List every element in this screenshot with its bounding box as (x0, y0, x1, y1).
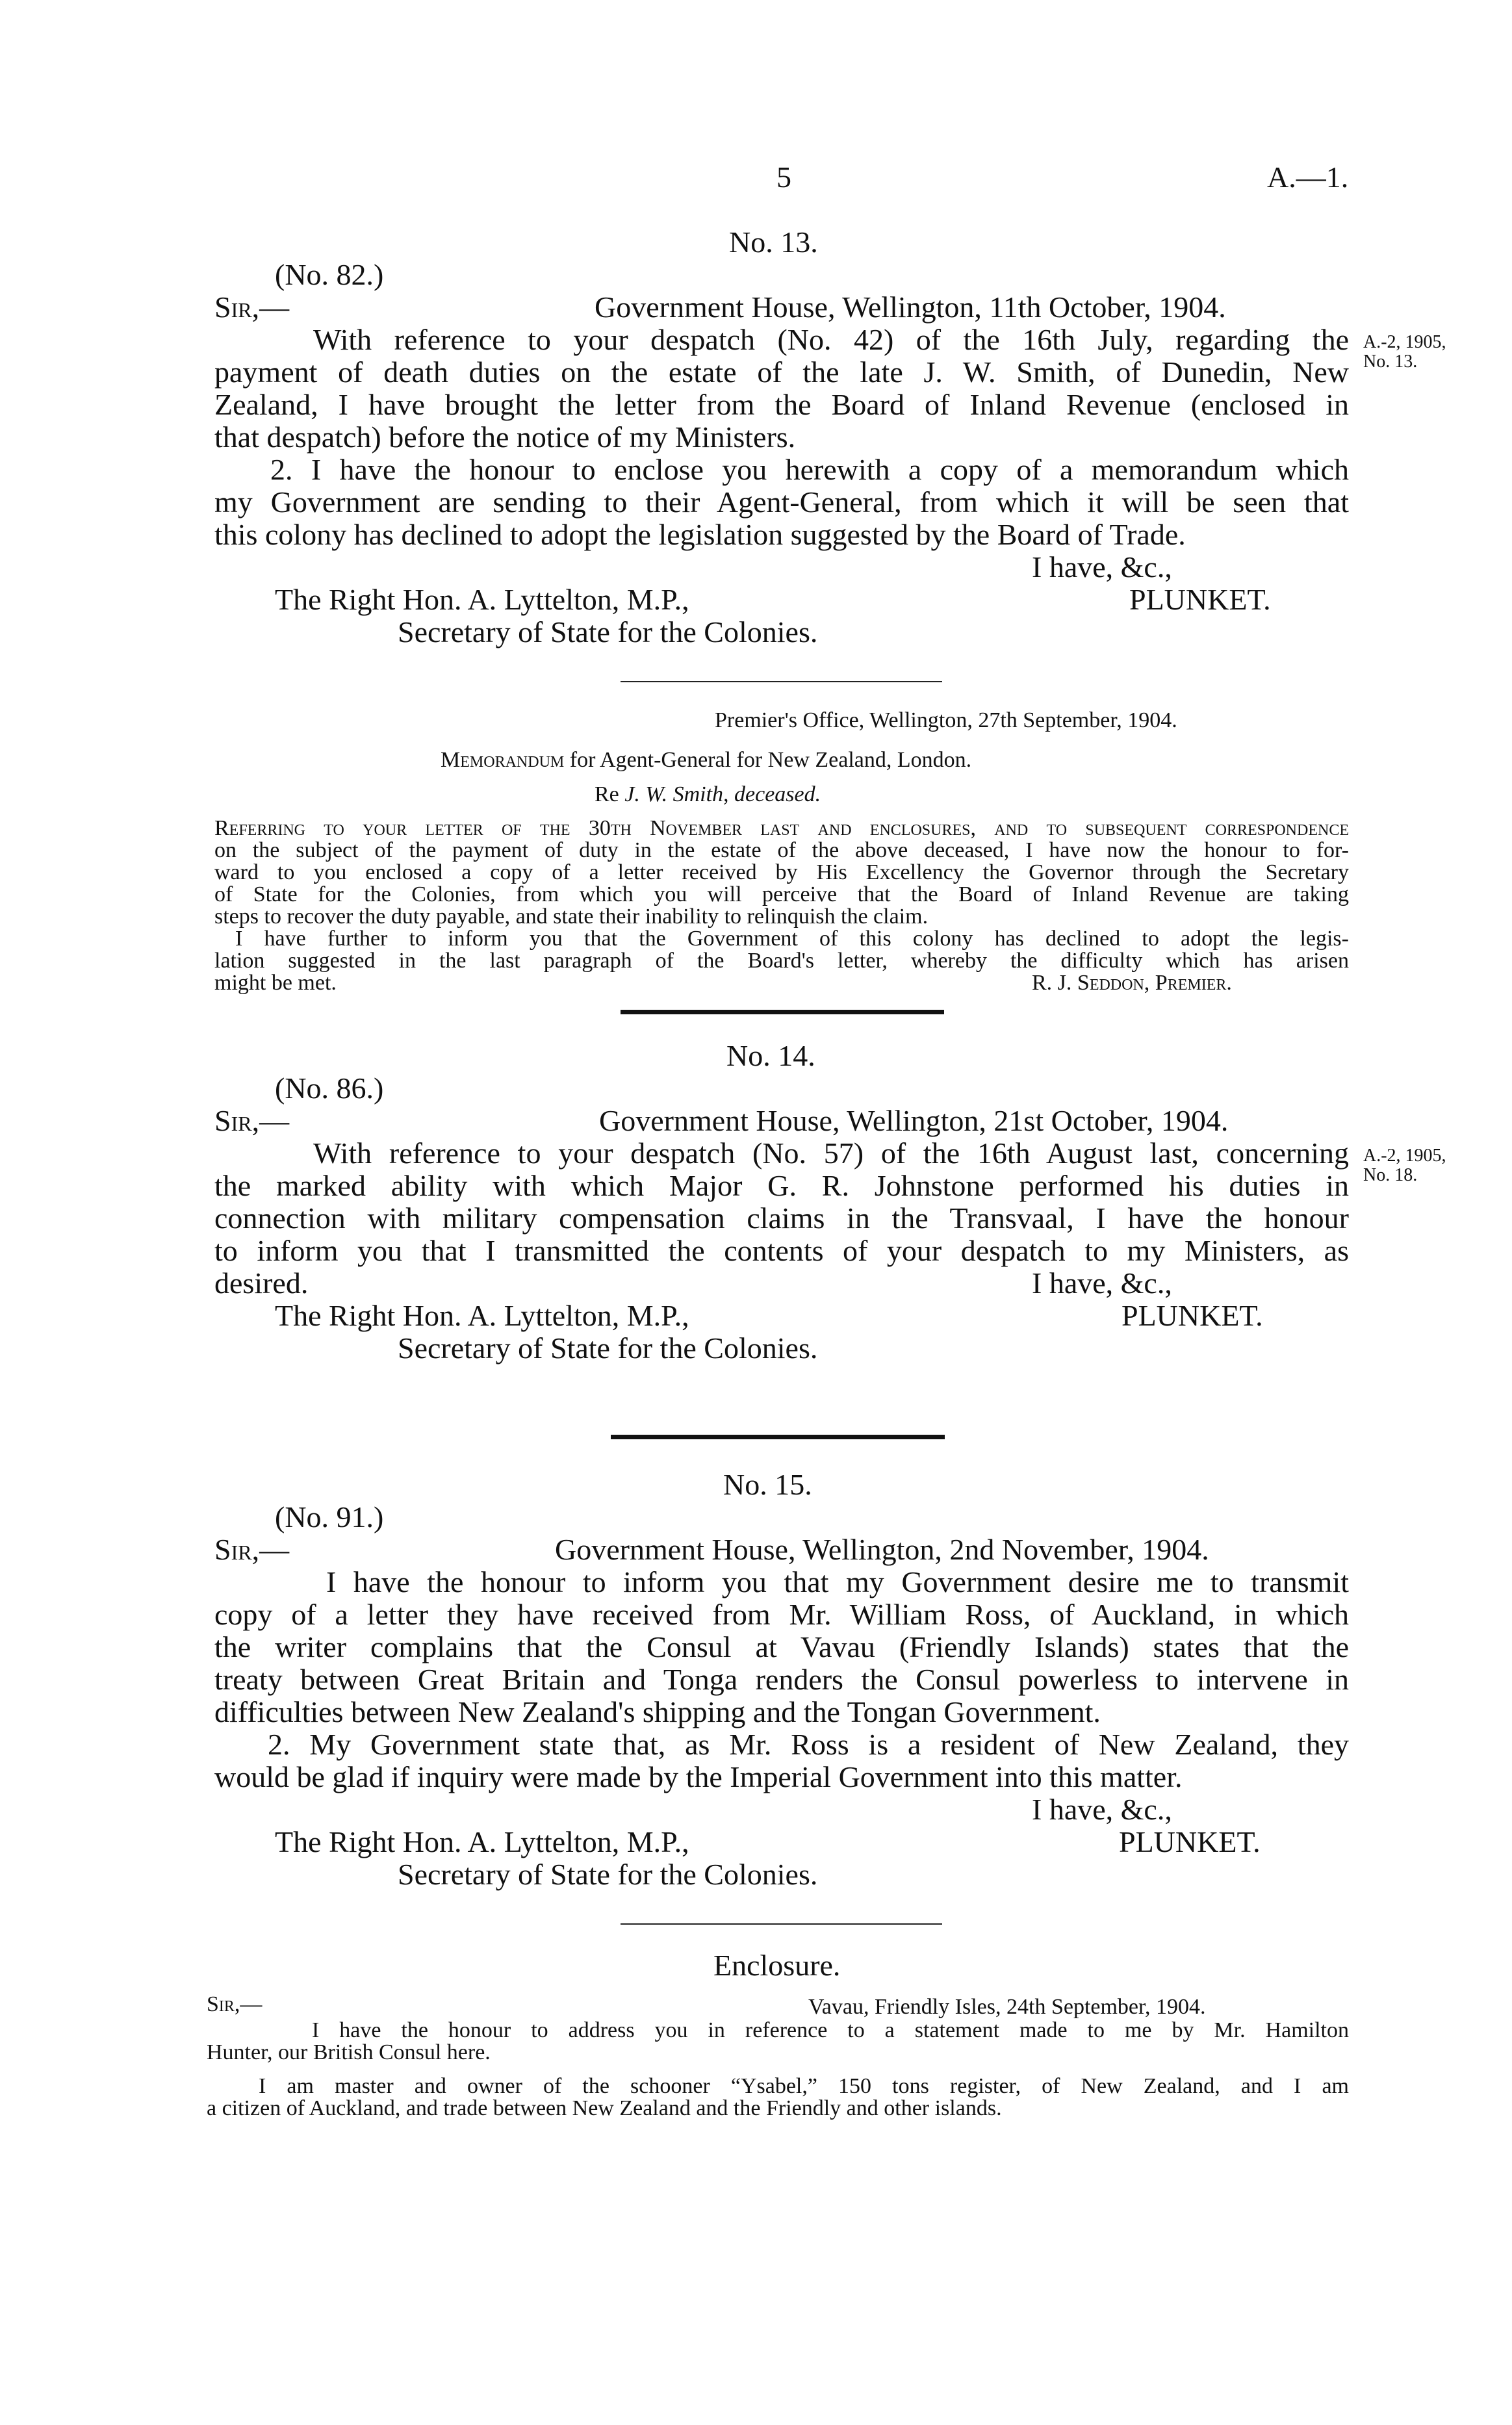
text-line: 2. My Government state that, as Mr. Ross is a resident of New Zealand, they (268, 1728, 1349, 1761)
enclosure-heading: Enclosure. (713, 1949, 841, 1982)
text-line: lation suggested in the last paragraph of the Board's letter, whereby the difficulty which has arisen (214, 949, 1349, 973)
text-line: payment of death duties on the estate of the late J. W. Smith, of Dunedin, New (214, 355, 1349, 389)
enclosure-paragraph-2 (207, 2075, 1349, 2120)
memo-paragraph-1 (214, 817, 1349, 928)
salutation-no14: Sir,— (214, 1104, 290, 1137)
margin-reference-no14 (1363, 1146, 1446, 1185)
text-line: Hunter, our British Consul here. (207, 2040, 491, 2064)
text-line: connection with military compensation claims in the Transvaal, I have the honour (214, 1201, 1349, 1235)
addressee-no14: The Right Hon. A. Lyttelton, M.P., (275, 1299, 689, 1332)
closing-no13: I have, &c., (1032, 550, 1172, 584)
text-line: on the subject of the payment of duty in the estate of the above deceased, I have now the honour to for- (214, 838, 1349, 862)
despatch-number-no14: (No. 86.) (275, 1071, 384, 1105)
text-line: treaty between Great Britain and Tonga renders the Consul powerless to intervene in (214, 1663, 1349, 1696)
memo-paragraph-2 (214, 928, 1349, 972)
text-line: I have the honour to address you in reference to a statement made to me by Mr. Hamilton (312, 2018, 1349, 2042)
text-line: I have further to inform you that the Government of this colony has declined to adopt the legis- (235, 927, 1349, 951)
text-line: this colony has declined to adopt the legislation suggested by the Board of Trade. (214, 518, 1186, 551)
addressee-title-no13: Secretary of State for the Colonies. (398, 615, 818, 648)
closing-no15: I have, &c., (1032, 1793, 1172, 1826)
salutation-no13: Sir,— (214, 290, 290, 324)
text-line: to inform you that I transmitted the contents of your despatch to my Ministers, as (214, 1234, 1349, 1267)
paragraph-no13-1 (214, 324, 1349, 454)
margin-ref-line: No. 18. (1363, 1165, 1418, 1185)
signature-no14: PLUNKET. (1121, 1299, 1263, 1332)
text-line: I have the honour to inform you that my Government desire me to transmit (326, 1565, 1349, 1598)
memo-title-text: for Agent-General for New Zealand, London. (564, 748, 972, 772)
text-line: that despatch) before the notice of my Ministers. (214, 420, 796, 454)
enclosure-salutation: Sir,— (207, 1992, 263, 2016)
memo-subject (595, 784, 821, 806)
divider (611, 1435, 945, 1439)
text-line: ward to you enclosed a copy of a letter received by His Excellency the Governor through the Secretary (214, 860, 1349, 884)
memo-subject-prefix: Re (595, 782, 625, 806)
divider (621, 681, 942, 682)
paragraph-no15-1 (214, 1566, 1349, 1728)
despatch-number-no15: (No. 91.) (275, 1500, 384, 1533)
text-line: copy of a letter they have received from Mr. William Ross, of Auckland, in which (214, 1598, 1349, 1631)
memo-subject-name: J. W. Smith, deceased. (624, 782, 821, 806)
page-number: 5 (776, 160, 791, 194)
dateline-no13: Government House, Wellington, 11th October, 1904. (595, 290, 1226, 324)
margin-reference-no13 (1363, 333, 1446, 372)
dateline-no15: Government House, Wellington, 2nd November, 1904. (555, 1533, 1209, 1566)
memo-title (441, 749, 971, 771)
addressee-title-no15: Secretary of State for the Colonies. (398, 1858, 818, 1891)
text-line: a citizen of Auckland, and trade between New Zealand and the Friendly and other islands. (207, 2096, 1002, 2120)
document-reference: A.—1. (1267, 160, 1349, 194)
margin-ref-line: A.-2, 1905, (1363, 1146, 1446, 1166)
paragraph-no15-2 (214, 1728, 1349, 1793)
text-line: the marked ability with which Major G. R. Johnstone performed his duties in (214, 1169, 1349, 1202)
memo-signature: R. J. Seddon, Premier. (1032, 971, 1232, 995)
divider (621, 1010, 944, 1014)
margin-ref-line: No. 13. (1363, 352, 1418, 372)
text-line: I am master and owner of the schooner “Ysabel,” 150 tons register, of New Zealand, and I am (259, 2074, 1349, 2098)
addressee-title-no14: Secretary of State for the Colonies. (398, 1331, 818, 1365)
paragraph-no14-end: desired. (214, 1266, 309, 1300)
text-line: would be glad if inquiry were made by the Imperial Government into this matter. (214, 1760, 1183, 1793)
text-line: my Government are sending to their Agent-General, from which it will be seen that (214, 485, 1349, 519)
memo-dateline: Premier's Office, Wellington, 27th September, 1904. (715, 708, 1177, 732)
text-line: of State for the Colonies, from which you will perceive that the Board of Inland Revenue are taking (214, 882, 1349, 906)
margin-ref-line: A.-2, 1905, (1363, 332, 1446, 352)
memo-paragraph-2-end: might be met. (214, 971, 337, 995)
addressee-no13: The Right Hon. A. Lyttelton, M.P., (275, 583, 689, 616)
despatch-number-no13: (No. 82.) (275, 258, 384, 291)
text-line: difficulties between New Zealand's shipping and the Tongan Government. (214, 1695, 1101, 1728)
signature-no13: PLUNKET. (1129, 583, 1271, 616)
text-line: 2. I have the honour to enclose you herewith a copy of a memorandum which (270, 453, 1349, 486)
memo-title-label: Memorandum (441, 748, 565, 772)
section-heading-no15: No. 15. (723, 1468, 812, 1501)
signature-no15: PLUNKET. (1119, 1825, 1261, 1858)
text-line: Referring to your letter of the 30th November last and enclosures, and to subsequent correspondence (214, 816, 1349, 840)
addressee-no15: The Right Hon. A. Lyttelton, M.P., (275, 1825, 689, 1858)
text-line: With reference to your despatch (No. 42) of the 16th July, regarding the (313, 323, 1349, 356)
enclosure-paragraph-1 (207, 2020, 1349, 2064)
paragraph-no14-1 (214, 1137, 1349, 1267)
salutation-no15: Sir,— (214, 1533, 290, 1566)
closing-no14: I have, &c., (1032, 1266, 1172, 1300)
section-heading-no14: No. 14. (726, 1039, 815, 1072)
text-line: With reference to your despatch (No. 57) of the 16th August last, concerning (313, 1136, 1349, 1170)
section-heading-no13: No. 13. (729, 225, 818, 259)
text-line: Zealand, I have brought the letter from the Board of Inland Revenue (enclosed in (214, 388, 1349, 421)
text-line: steps to recover the duty payable, and state their inability to relinquish the claim. (214, 905, 929, 929)
paragraph-no13-2 (214, 454, 1349, 551)
divider (621, 1923, 942, 1925)
dateline-no14: Government House, Wellington, 21st October, 1904. (599, 1104, 1229, 1137)
text-line: the writer complains that the Consul at Vavau (Friendly Islands) states that the (214, 1630, 1349, 1663)
enclosure-dateline: Vavau, Friendly Isles, 24th September, 1904. (808, 1995, 1206, 2019)
